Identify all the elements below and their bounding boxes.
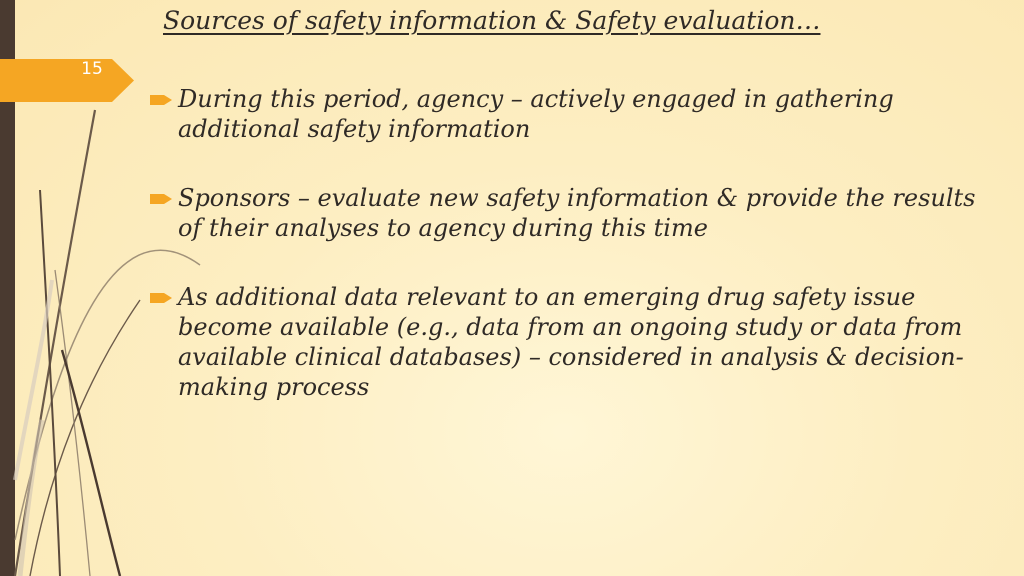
slide-number-tab — [0, 59, 134, 102]
arrow-bullet-icon — [150, 291, 172, 305]
bullet-text: During this period, agency – actively engaged in gathering additional safety information — [178, 85, 894, 143]
bullet-list — [150, 84, 990, 441]
slide-number: 15 — [81, 59, 103, 79]
arrow-bullet-icon — [150, 192, 172, 206]
arrow-bullet-icon — [150, 93, 172, 107]
list-item — [150, 282, 990, 402]
bullet-text: As additional data relevant to an emerging drug safety issue become available (e.g., data from an ongoing study or data from available clinical databases) – considered in analysis & decision-making process — [178, 283, 964, 401]
slide-title: Sources of safety information & Safety evaluation… — [163, 6, 821, 35]
bullet-text: Sponsors – evaluate new safety information & provide the results of their analyses to agency during this time — [178, 184, 976, 242]
list-item — [150, 84, 990, 144]
list-item — [150, 183, 990, 243]
